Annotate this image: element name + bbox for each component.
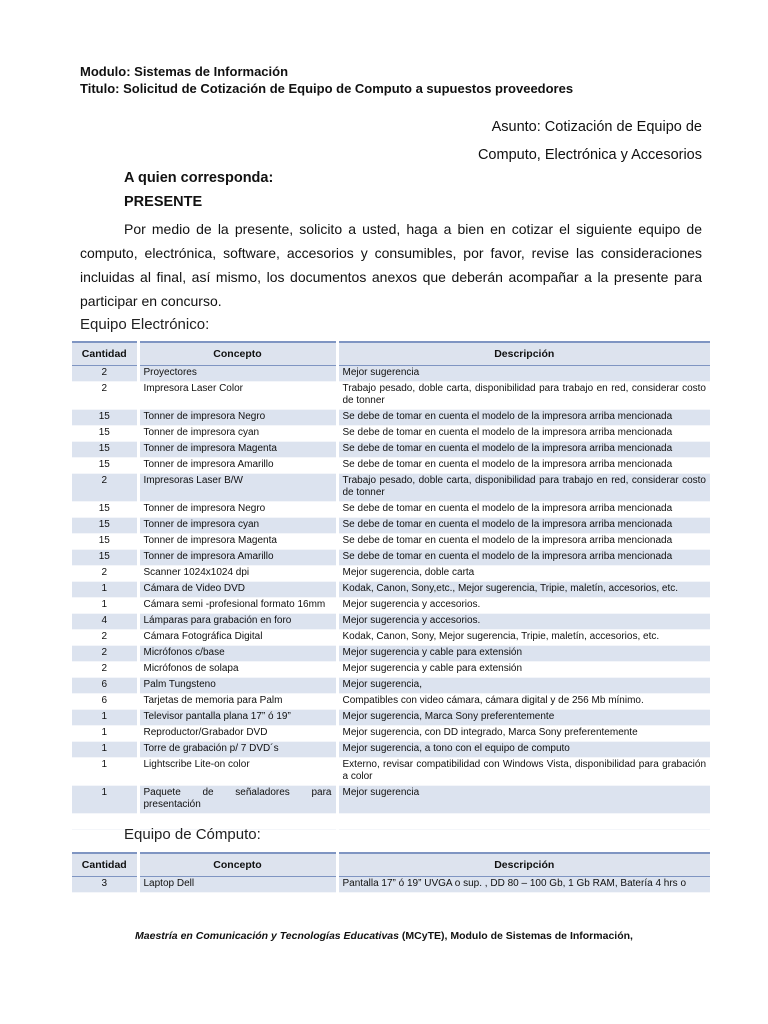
cell-cantidad: 15 <box>72 518 138 534</box>
cell-concepto: Proyectores <box>138 366 337 382</box>
cell-descripcion: Se debe de tomar en cuenta el modelo de la impresora arriba mencionada <box>337 518 710 534</box>
table-row <box>72 726 710 742</box>
cell-cantidad: 1 <box>72 786 138 814</box>
cell-concepto: Micrófonos c/base <box>138 646 337 662</box>
cell-cantidad: 15 <box>72 410 138 426</box>
cell-cantidad: 15 <box>72 502 138 518</box>
cell-descripcion: Externo, revisar compatibilidad con Windows Vista, disponibilidad para grabación a color <box>337 758 710 786</box>
cell-descripcion: Kodak, Canon, Sony, Mejor sugerencia, Tripie, maletín, accesorios, etc. <box>337 630 710 646</box>
cell-cantidad: 2 <box>72 474 138 502</box>
cell-descripcion: Mejor sugerencia y cable para extensión <box>337 662 710 678</box>
cell-descripcion: Mejor sugerencia y accesorios. <box>337 614 710 630</box>
cell-descripcion: Mejor sugerencia <box>337 786 710 814</box>
table-row <box>72 458 710 474</box>
cell-cantidad: 1 <box>72 710 138 726</box>
cell-descripcion: Mejor sugerencia, Marca Sony preferentemente <box>337 710 710 726</box>
table-row <box>72 786 710 814</box>
cell-concepto: Impresora Laser Color <box>138 382 337 410</box>
column-header-cantidad: Cantidad <box>72 853 138 877</box>
table-row <box>72 694 710 710</box>
cell-concepto: Scanner 1024x1024 dpi <box>138 566 337 582</box>
table-row <box>72 534 710 550</box>
cell-descripcion: Se debe de tomar en cuenta el modelo de la impresora arriba mencionada <box>337 502 710 518</box>
table-header-row <box>72 342 710 366</box>
cell-descripcion: Mejor sugerencia y cable para extensión <box>337 646 710 662</box>
cell-concepto: Cámara de Video DVD <box>138 582 337 598</box>
equipment-table-electronico <box>72 341 710 830</box>
subject-block <box>478 113 702 169</box>
table-row <box>72 442 710 458</box>
cell-concepto: Micrófonos de solapa <box>138 662 337 678</box>
cell-descripcion: Se debe de tomar en cuenta el modelo de la impresora arriba mencionada <box>337 410 710 426</box>
cell-concepto: Tonner de impresora Negro <box>138 410 337 426</box>
section-title-electronico: Equipo Electrónico: <box>80 316 210 333</box>
cell-descripcion: Se debe de tomar en cuenta el modelo de la impresora arriba mencionada <box>337 458 710 474</box>
cell-cantidad: 2 <box>72 646 138 662</box>
module-heading: Modulo: Sistemas de Información <box>80 64 289 79</box>
column-header-concepto: Concepto <box>138 853 337 877</box>
cell-descripcion: Mejor sugerencia y accesorios. <box>337 598 710 614</box>
cell-cantidad: 15 <box>72 534 138 550</box>
title-heading: Titulo: Solicitud de Cotización de Equipo de Computo a supuestos proveedores <box>80 81 574 96</box>
table-row <box>72 646 710 662</box>
table-row <box>72 502 710 518</box>
table-header-row <box>72 853 710 877</box>
cell-descripcion: Se debe de tomar en cuenta el modelo de la impresora arriba mencionada <box>337 442 710 458</box>
table-row <box>72 410 710 426</box>
cell-descripcion: Se debe de tomar en cuenta el modelo de la impresora arriba mencionada <box>337 550 710 566</box>
cell-cantidad: 15 <box>72 442 138 458</box>
table-row <box>72 758 710 786</box>
cell-descripcion: Kodak, Canon, Sony,etc., Mejor sugerencia, Tripie, maletín, accesorios, etc. <box>337 582 710 598</box>
footer-program-name: Maestría en Comunicación y Tecnologías Educativas <box>135 930 399 942</box>
table-row <box>72 662 710 678</box>
cell-cantidad: 2 <box>72 382 138 410</box>
cell-concepto: Tonner de impresora cyan <box>138 426 337 442</box>
cell-concepto: Palm Tungsteno <box>138 678 337 694</box>
page-footer <box>0 930 768 942</box>
table-row <box>72 614 710 630</box>
cell-cantidad: 6 <box>72 694 138 710</box>
section-title-computo: Equipo de Cómputo: <box>124 826 261 843</box>
column-header-descripcion: Descripción <box>337 342 710 366</box>
cell-cantidad: 3 <box>72 877 138 893</box>
cell-descripcion: Se debe de tomar en cuenta el modelo de la impresora arriba mencionada <box>337 426 710 442</box>
table-row <box>72 382 710 410</box>
cell-cantidad: 1 <box>72 726 138 742</box>
cell-descripcion: Mejor sugerencia, a tono con el equipo de computo <box>337 742 710 758</box>
cell-descripcion: Compatibles con video cámara, cámara digital y de 256 Mb mínimo. <box>337 694 710 710</box>
salutation: A quien corresponda: <box>124 170 274 186</box>
table-row <box>72 877 710 893</box>
subject-line-2: Computo, Electrónica y Accesorios <box>477 147 702 163</box>
cell-cantidad: 2 <box>72 662 138 678</box>
cell-descripcion: Pantalla 17” ó 19” UVGA o sup. , DD 80 – 100 Gb, 1 Gb RAM, Batería 4 hrs o <box>337 877 710 893</box>
table-row <box>72 710 710 726</box>
cell-cantidad: 15 <box>72 426 138 442</box>
cell-descripcion: Mejor sugerencia, doble carta <box>337 566 710 582</box>
cell-concepto: Reproductor/Grabador DVD <box>138 726 337 742</box>
column-header-cantidad: Cantidad <box>72 342 138 366</box>
subject-line-1: Asunto: Cotización de Equipo de <box>491 119 702 135</box>
cell-cantidad: 2 <box>72 566 138 582</box>
table-row <box>72 582 710 598</box>
equipment-table-computo <box>72 852 710 893</box>
table-row <box>72 366 710 382</box>
cell-cantidad: 4 <box>72 614 138 630</box>
cell-descripcion: Se debe de tomar en cuenta el modelo de la impresora arriba mencionada <box>337 534 710 550</box>
body-paragraph: Por medio de la presente, solicito a usted, haga a bien en cotizar el siguiente equipo de computo, electrónica, software, accesorios y consumibles, por favor, revise las consideraciones incluidas al final, así mismo, los documentos anexos que deberán acompañar a la presente para participar en concurso. <box>80 221 702 309</box>
table-row <box>72 598 710 614</box>
cell-concepto: Laptop Dell <box>138 877 337 893</box>
table-row <box>72 518 710 534</box>
presente-label: PRESENTE <box>124 194 203 210</box>
cell-concepto: Tonner de impresora Amarillo <box>138 550 337 566</box>
cell-descripcion: Mejor sugerencia, <box>337 678 710 694</box>
cell-cantidad: 6 <box>72 678 138 694</box>
cell-descripcion: Mejor sugerencia <box>337 366 710 382</box>
cell-descripcion: Mejor sugerencia, con DD integrado, Marca Sony preferentemente <box>337 726 710 742</box>
column-header-concepto: Concepto <box>138 342 337 366</box>
cell-concepto: Tarjetas de memoria para Palm <box>138 694 337 710</box>
table-row <box>72 426 710 442</box>
cell-cantidad: 1 <box>72 758 138 786</box>
cell-concepto: Impresoras Laser B/W <box>138 474 337 502</box>
cell-concepto: Tonner de impresora cyan <box>138 518 337 534</box>
cell-descripcion: Trabajo pesado, doble carta, disponibilidad para trabajo en red, considerar costo de tonner <box>337 474 710 502</box>
cell-concepto: Tonner de impresora Magenta <box>138 442 337 458</box>
cell-concepto: Cámara Fotográfica Digital <box>138 630 337 646</box>
footer-module-text: (MCyTE), Modulo de Sistemas de Información, <box>399 930 633 942</box>
table-row <box>72 630 710 646</box>
cell-cantidad: 15 <box>72 458 138 474</box>
cell-cantidad: 1 <box>72 582 138 598</box>
cell-cantidad: 2 <box>72 630 138 646</box>
cell-concepto: Tonner de impresora Negro <box>138 502 337 518</box>
cell-descripcion: Trabajo pesado, doble carta, disponibilidad para trabajo en red, considerar costo de tonner <box>337 382 710 410</box>
cell-concepto: Torre de grabación p/ 7 DVD´s <box>138 742 337 758</box>
cell-cantidad: 2 <box>72 366 138 382</box>
table-row <box>72 678 710 694</box>
cell-cantidad: 1 <box>72 742 138 758</box>
cell-concepto: Tonner de impresora Amarillo <box>138 458 337 474</box>
column-header-descripcion: Descripción <box>337 853 710 877</box>
table-row <box>72 550 710 566</box>
cell-concepto: Lightscribe Lite-on color <box>138 758 337 786</box>
cell-concepto: Lámparas para grabación en foro <box>138 614 337 630</box>
cell-concepto: Cámara semi -profesional formato 16mm <box>138 598 337 614</box>
table-row <box>72 566 710 582</box>
cell-cantidad: 15 <box>72 550 138 566</box>
cell-concepto: Televisor pantalla plana 17” ó 19” <box>138 710 337 726</box>
cell-descripcion <box>337 814 710 830</box>
cell-cantidad: 1 <box>72 598 138 614</box>
cell-concepto: Tonner de impresora Magenta <box>138 534 337 550</box>
cell-concepto: Paquete de señaladores para presentación <box>138 786 337 814</box>
table-row <box>72 742 710 758</box>
table-row <box>72 474 710 502</box>
